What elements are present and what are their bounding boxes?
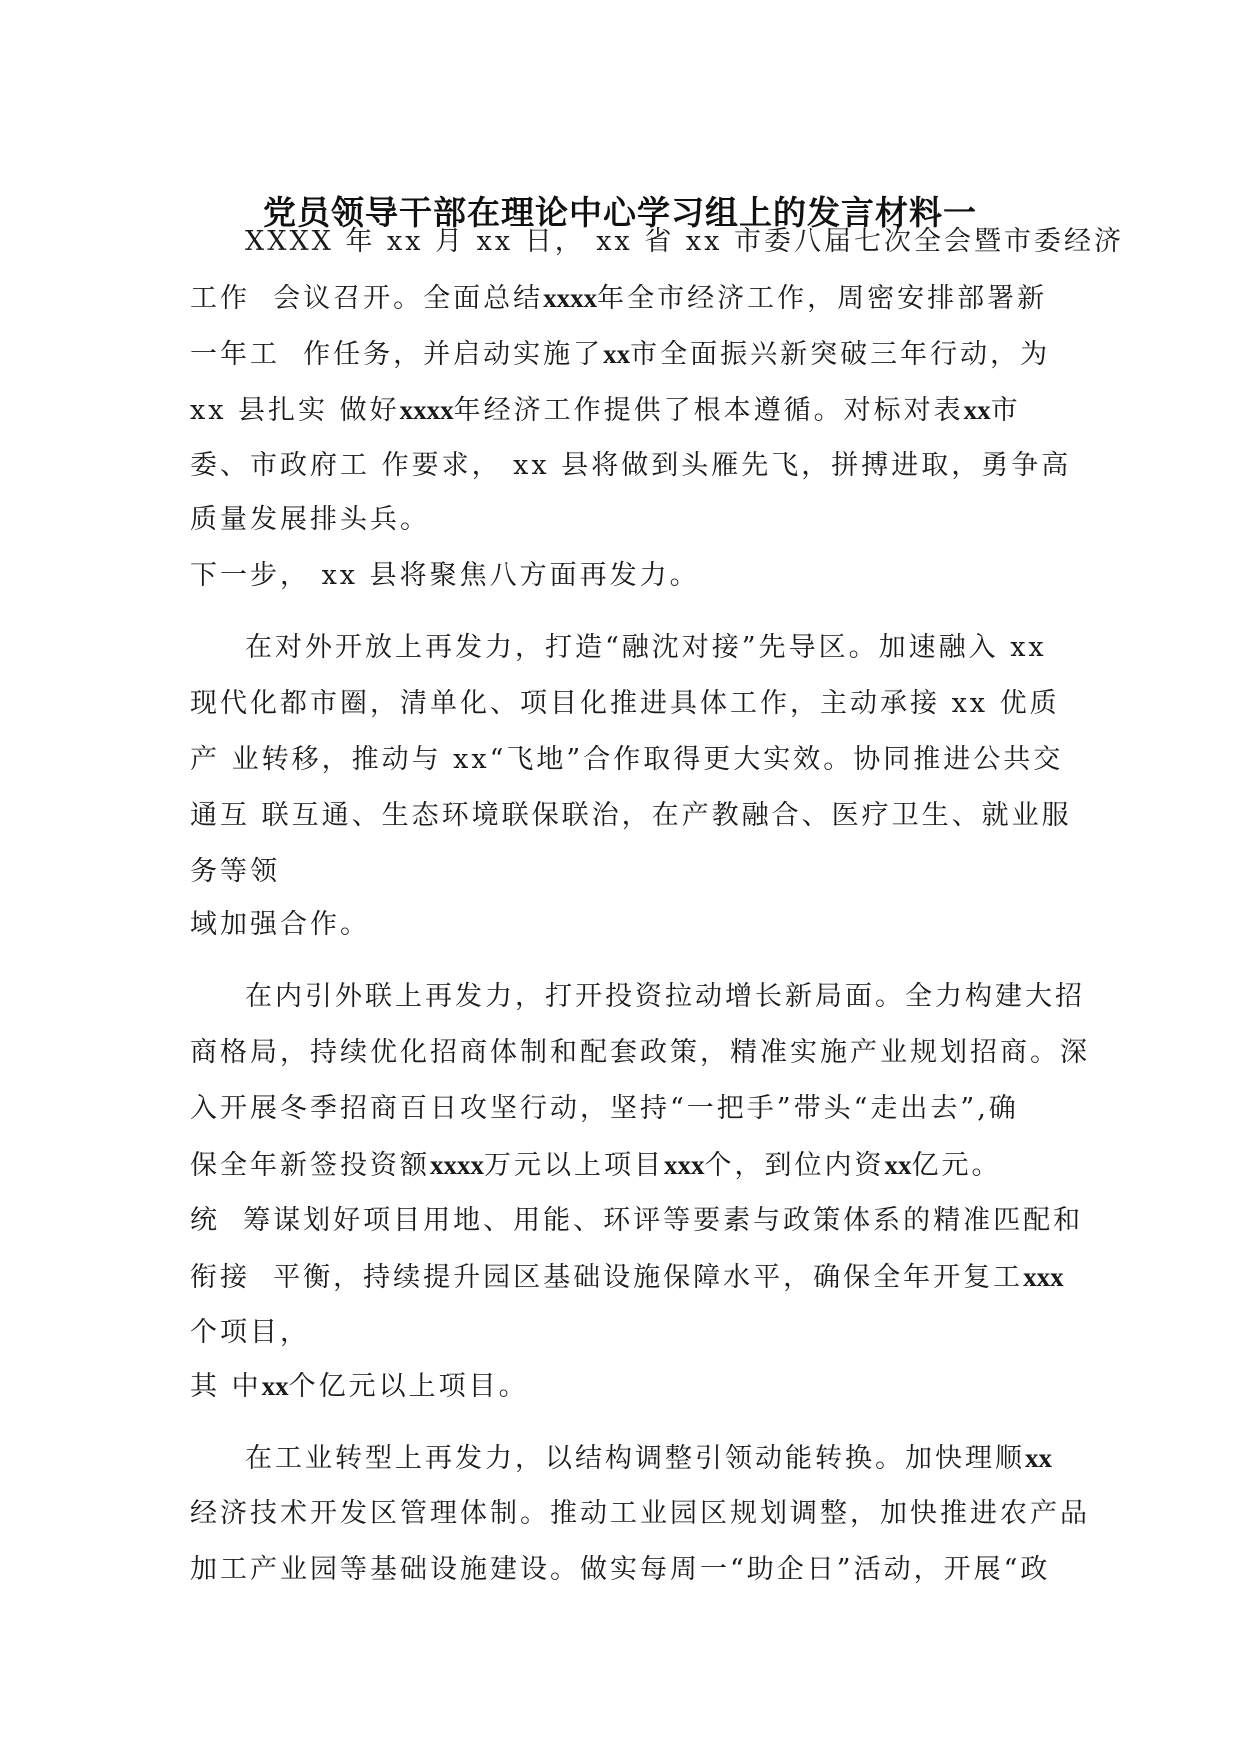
paragraph-line: 衔接 平衡，持续提升园区基础设施保障水平，确保全年开复工xxx [190,1262,1064,1293]
paragraph-line: 质量发展排头兵。 [190,504,430,535]
document-title: 党员领导干部在理论中心学习组上的发言材料一 [263,193,977,232]
paragraph-line: 工作 会议召开。全面总结xxxx年全市经济工作，周密安排部署新 [190,283,1048,314]
paragraph-line: 商格局，持续优化招商体制和配套政策，精准实施产业规划招商。深 [190,1037,1090,1068]
paragraph-line: 委、市政府工 作要求， xx 县将做到头雁先飞，拼搏进取，勇争高 [190,450,1072,481]
paragraph-line: 入开展冬季招商百日攻坚行动，坚持“一把手”带头“走出去”,确 [190,1093,1019,1124]
paragraph-line: 现代化都市圈，清单化、项目化推进具体工作，主动承接 xx 优质 [190,688,1060,719]
paragraph-line: 经济技术开发区管理体制。推动工业园区规划调整，加快推进农产品 [190,1498,1090,1529]
paragraph-line: 产 业转移，推动与 xx“飞地”合作取得更大实效。协同推进公共交 [190,744,1064,775]
paragraph-line: 统 筹谋划好项目用地、用能、环评等要素与政策体系的精准匹配和 [190,1205,1084,1236]
paragraph-line: 在工业转型上再发力，以结构调整引领动能转换。加快理顺xx [245,1443,1052,1474]
paragraph-line: 加工产业园等基础设施建设。做实每周一“助企日”活动，开展“政 [190,1554,1051,1585]
paragraph-line: 域加强合作。 [190,909,370,940]
paragraph-line: 个项目， [190,1317,310,1348]
paragraph-line: 在对外开放上再发力，打造“融沈对接”先导区。加速融入 xx [245,632,1047,663]
paragraph-line: 在内引外联上再发力，打开投资拉动增长新局面。全力构建大招 [245,981,1085,1012]
paragraph-line: 保全年新签投资额xxxx万元以上项目xxx个，到位内资xx亿元。 [190,1150,1002,1181]
paragraph-line: 其 中xx个亿元以上项目。 [190,1371,529,1402]
paragraph-line: XXXX 年 xx 月 xx 日， xx 省 xx 市委八届七次全会暨市委经济 [245,226,1124,257]
paragraph-line: xx 县扎实 做好xxxx年经济工作提供了根本遵循。对标对表xx市 [190,395,1021,426]
paragraph-line: 务等领 [190,856,280,887]
paragraph-line: 通互 联互通、生态环境联保联治，在产教融合、医疗卫生、就业服 [190,800,1072,831]
paragraph-line: 一年工 作任务，并启动实施了xx市全面振兴新突破三年行动，为 [190,339,1051,370]
paragraph-line: 下一步， xx 县将聚焦八方面再发力。 [190,560,700,591]
